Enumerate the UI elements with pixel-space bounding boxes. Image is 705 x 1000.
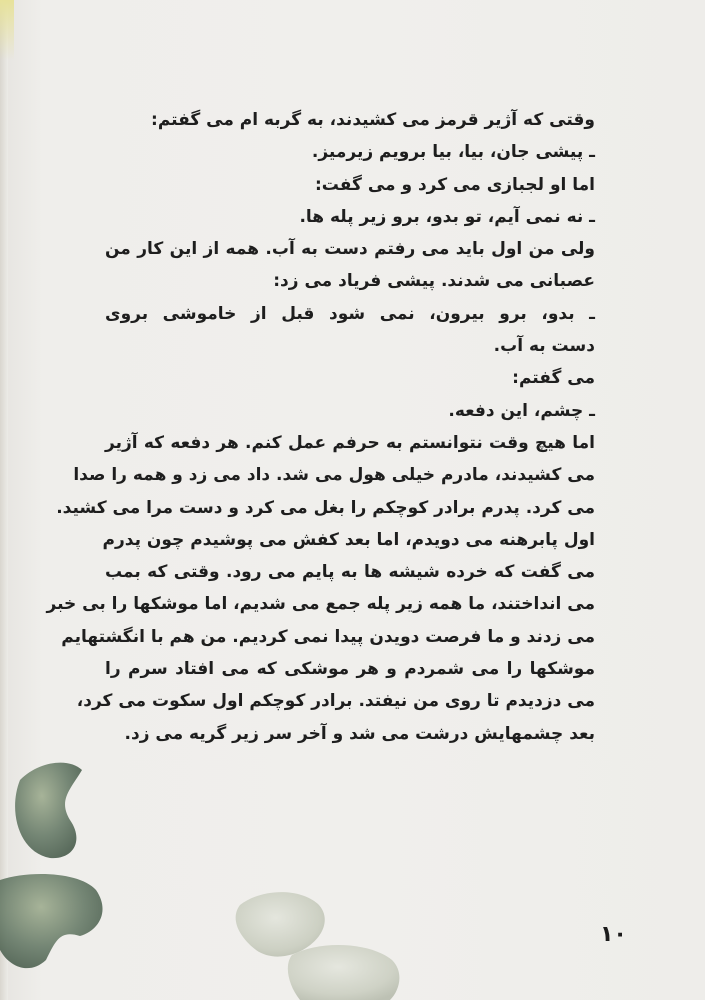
text-line-14: اول پابرهنه می دویدم، اما بعد کفش می پوشیدم چون پدرم [102,529,595,550]
text-line-10: ـ چشم، این دفعه. [448,400,595,421]
text-line-2: ـ پیشی جان، بیا، بیا برویم زیرمیز. [311,142,595,163]
text-line-3: اما او لجبازی می کرد و می گفت: [314,174,595,195]
text-line-15: می گفت که خرده شیشه ها به پایم می رود. وقتی که بمب [105,562,595,583]
page-number: ۱۰ [600,922,627,947]
text-line-6: عصبانی می شدند. پیشی فریاد می زد: [273,271,595,292]
text-line-11: اما هیچ وقت نتوانستم به حرفم عمل کنم. هر دفعه که آژیر [105,432,595,453]
text-line-5: ولی من اول باید می رفتم دست به آب. همه از این کار من [105,239,595,260]
text-line-17: می زدند و ما فرصت دویدن پیدا نمی کردیم. من هم با انگشتهایم [61,626,595,647]
text-line-18: موشکها را می شمردم و هر موشکی که می افتاد سرم را [105,659,595,680]
page-corner-stain [0,0,14,60]
text-line-16: می انداختند، ما همه زیر پله جمع می شدیم، اما موشکها را بی خبر [46,594,595,615]
text-line-20: بعد چشمهایش درشت می شد و آخر سر زیر گریه می زد. [124,723,595,744]
text-line-8: دست به آب. [493,336,595,357]
story-text [46,104,595,750]
text-line-1: وقتی که آژیر قرمز می کشیدند، به گربه ام می گفتم: [151,110,595,130]
text-line-9: می گفتم: [512,368,595,389]
text-line-4: ـ نه نمی آیم، تو بدو، برو زیر پله ها. [299,206,595,227]
page-edge [0,0,8,1000]
text-line-7: ـ بدو، برو بیرون، نمی شود قبل از خاموشی بروی [105,303,595,324]
text-line-12: می کشیدند، مادرم خیلی هول می شد. داد می زد و همه را صدا [73,465,595,486]
text-line-13: می کرد. پدرم برادر کوچکم را بغل می کرد و دست مرا می کشید. [56,497,595,518]
text-line-19: می دزدیدم تا روی من نیفتد. برادر کوچکم اول سکوت می کرد، [76,691,595,712]
